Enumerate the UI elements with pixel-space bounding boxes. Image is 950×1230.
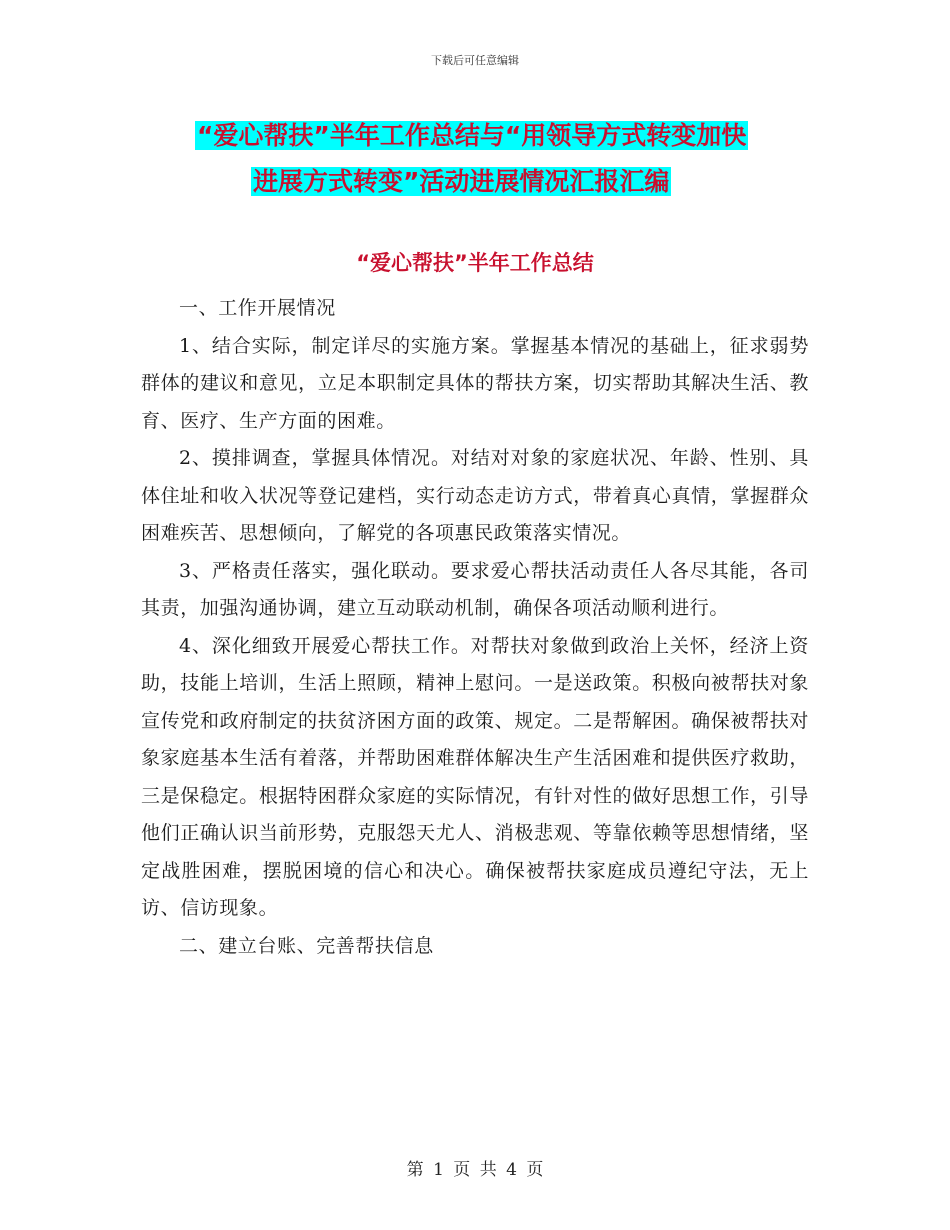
paragraph-item-4: 4、深化细致开展爱心帮扶工作。对帮扶对象做到政治上关怀，经济上资助，技能上培训，生活上照顾，精神上慰问。一是送政策。积极向被帮扶对象宣传党和政府制定的扶贫济困方面的政策、规定。二是帮解困。确保被帮扶对象家庭基本生活有着落，并帮助困难群体解决生产生活困难和提供医疗救助，三是保稳定。根据特困群众家庭的实际情况，有针对性的做好思想工作，引导他们正确认识当前形势，克服怨天尤人、消极悲观、等靠依赖等思想情绪，坚定战胜困难，摆脱困境的信心和决心。确保被帮扶家庭成员遵纪守法，无上访、信访现象。 xyxy=(141,634,809,919)
paragraph-item-1: 1、结合实际，制定详尽的实施方案。掌握基本情况的基础上，征求弱势群体的建议和意见，立足本职制定具体的帮扶方案，切实帮助其解决生活、教育、医疗、生产方面的困难。 xyxy=(141,334,809,432)
title-line-1: “爱心帮扶”半年工作总结与“用领导方式转变加快 xyxy=(197,121,747,150)
heading-ledger: 二、建立台账、完善帮扶信息 xyxy=(179,934,434,957)
page-number: 第 1 页 共 4 页 xyxy=(406,1160,544,1180)
paragraph-item-3: 3、严格责任落实，强化联动。要求爱心帮扶活动责任人各尽其能，各司其责，加强沟通协调，建立互动联动机制，确保各项活动顺利进行。 xyxy=(141,559,809,619)
page-header-note: 下载后可任意编辑 xyxy=(431,54,519,67)
document-title xyxy=(195,113,815,205)
paragraph-item-2: 2、摸排调查，掌握具体情况。对结对对象的家庭状况、年龄、性别、具体住址和收入状况等登记建档，实行动态走访方式，带着真心真情，掌握群众困难疾苦、思想倾向，了解党的各项惠民政策落实情况。 xyxy=(141,447,809,544)
section-title: “爱心帮扶”半年工作总结 xyxy=(356,251,594,275)
document-body xyxy=(141,290,809,965)
title-line-2: 进展方式转变”活动进展情况汇报汇编 xyxy=(253,167,670,196)
heading-work-progress: 一、工作开展情况 xyxy=(179,297,336,319)
